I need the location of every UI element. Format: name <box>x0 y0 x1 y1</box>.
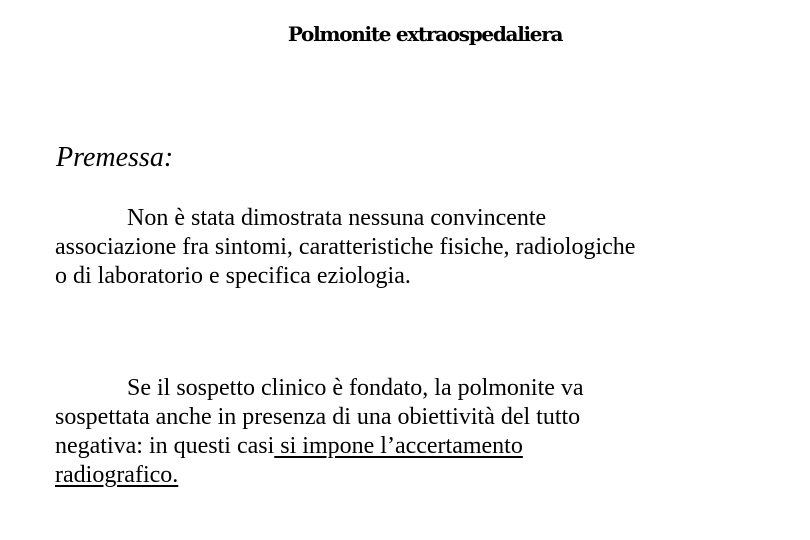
paragraph-line <box>55 461 785 490</box>
slide-title: Polmonite extraospedaliera <box>287 22 563 46</box>
paragraph-line <box>55 432 785 461</box>
section-heading: Premessa: <box>56 142 174 173</box>
paragraph-text: negativa: in questi casi <box>55 433 275 459</box>
paragraph-line: o di laboratorio e specifica eziologia. <box>55 263 411 289</box>
underlined-emphasis: si impone l’accertamento <box>274 433 523 459</box>
paragraph-line: associazione fra sintomi, caratteristiche fisiche, radiologiche <box>55 234 636 260</box>
paragraph-premise <box>55 204 785 291</box>
paragraph-line: Se il sospetto clinico è fondato, la polmonite va <box>127 375 584 401</box>
paragraph-clinical-suspicion <box>55 374 785 490</box>
paragraph-line: sospettata anche in presenza di una obiettività del tutto <box>55 404 581 430</box>
paragraph-line: Non è stata dimostrata nessuna convincente <box>127 205 547 231</box>
underlined-emphasis: radiografico. <box>55 462 179 488</box>
